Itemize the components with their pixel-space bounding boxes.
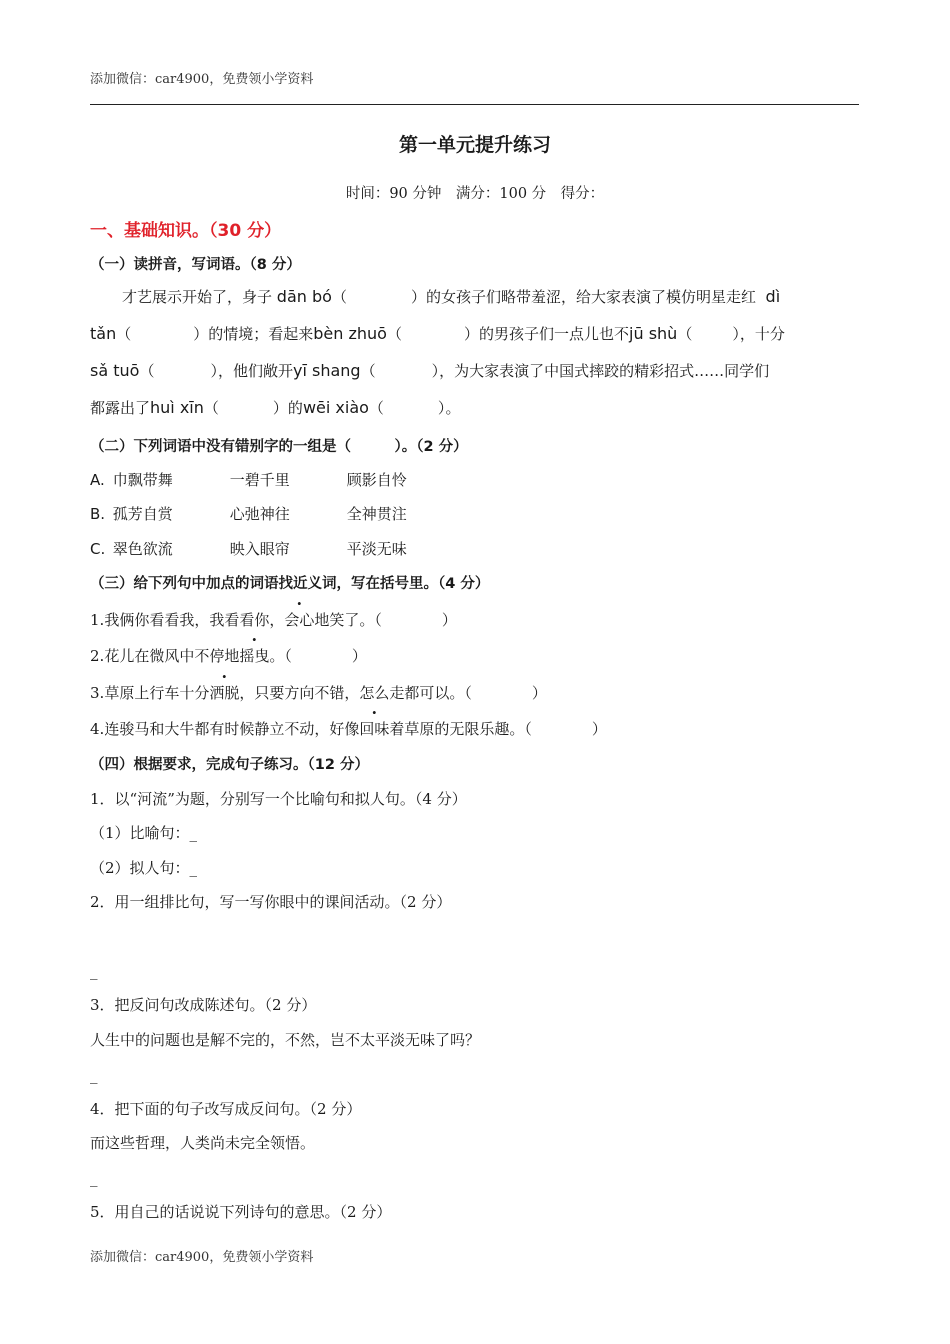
q2-option-b[interactable]: B. 孤芳自赏 心弛神往 全神贯注 [90, 505, 407, 523]
pinyin: dì [765, 287, 781, 306]
dotted-word: 会心 [284, 611, 315, 629]
q4-item-1: 1．以“河流”为题，分别写一个比喻句和拟人句。（4 分） [90, 790, 467, 808]
q2-heading: （二）下列词语中没有错别字的一组是（ ）。（2 分） [90, 439, 468, 455]
pinyin: yī shang [292, 361, 361, 380]
pinyin: bèn zhuō [313, 324, 387, 343]
q4-item-2: 2．用一组排比句，写一写你眼中的课间活动。（2 分） [90, 893, 452, 911]
q2-option-c[interactable]: C. 翠色欲流 映入眼帘 平淡无味 [90, 540, 407, 558]
q2-option-a[interactable]: A. 巾飘带舞 一碧千里 顾影自怜 [90, 471, 407, 489]
dotted-word: 回味 [359, 720, 390, 738]
q4-item-3: 3．把反问句改成陈述句。（2 分） [90, 996, 317, 1014]
section-heading-basics: 一、基础知识。（30 分） [90, 221, 282, 241]
footer-note: 添加微信：car4900，免费领小学资料 [90, 1250, 314, 1265]
q3-item-2: 2.花儿在微风中不停地摇曳。（ ） [90, 647, 367, 665]
page-title: 第一单元提升练习 [398, 134, 551, 156]
q3-item-4: 4.连骏马和大牛都有时候静立不动，好像回味着草原的无限乐趣。（ ） [90, 720, 607, 738]
dotted-word: 摇曳 [239, 647, 270, 665]
dotted-word: 洒脱 [209, 684, 240, 702]
answer-line-4[interactable]: _ [90, 1169, 98, 1187]
answer-line-3[interactable]: _ [90, 1066, 98, 1084]
pinyin: jū shù [629, 324, 678, 343]
q4-item-3-sentence: 人生中的问题也是解不完的，不然，岂不太平淡无味了吗？ [90, 1031, 481, 1049]
q3-heading: （三）给下列句中加点的词语找近义词，写在括号里。（4 分） [90, 576, 490, 592]
q3-item-1: 1.我俩你看看我，我看看你，会心地笑了。（ ） [90, 611, 457, 629]
q1-paragraph-line1: 才艺展示开始了，身子 dān bó（ ）的女孩子们略带羞涩，给大家表演了模仿明星走红 dì [122, 287, 781, 306]
pinyin: dān bó [276, 287, 332, 306]
pinyin: tǎn [90, 324, 117, 343]
q1-paragraph-line4: 都露出了huì xīn（ ）的wēi xiào（ ）。 [90, 398, 461, 417]
q4-item-1b[interactable]: （2）拟人句：_ [90, 859, 198, 877]
q3-item-3: 3.草原上行车十分洒脱，只要方向不错，怎么走都可以。（ ） [90, 684, 547, 702]
exam-meta: 时间：90 分钟 满分：100 分 得分： [345, 186, 605, 202]
q1-paragraph-line2: tǎn（ ）的情境；看起来bèn zhuō（ ）的男孩子们一点儿也不jū shù（ ），十分 [90, 324, 785, 343]
pinyin: huì xīn [150, 398, 204, 417]
q1-paragraph-line3: sǎ tuō（ ），他们敞开yī shang（ ），为大家表演了中国式摔跤的精彩招式……同学们 [90, 361, 770, 380]
answer-line-2[interactable]: _ [90, 962, 98, 980]
header-note: 添加微信：car4900，免费领小学资料 [90, 72, 314, 87]
pinyin: sǎ tuō [90, 361, 140, 380]
q4-item-5: 5．用自己的话说说下列诗句的意思。（2 分） [90, 1203, 392, 1221]
header-divider [90, 104, 859, 105]
q4-item-1a[interactable]: （1）比喻句：_ [90, 824, 198, 842]
pinyin: wēi xiào [302, 398, 369, 417]
q4-item-4-sentence: 而这些哲理，人类尚未完全领悟。 [90, 1134, 316, 1152]
q4-heading: （四）根据要求，完成句子练习。（12 分） [90, 757, 369, 773]
q4-item-4: 4．把下面的句子改写成反问句。（2 分） [90, 1100, 362, 1118]
q1-heading: （一）读拼音，写词语。（8 分） [90, 257, 301, 273]
